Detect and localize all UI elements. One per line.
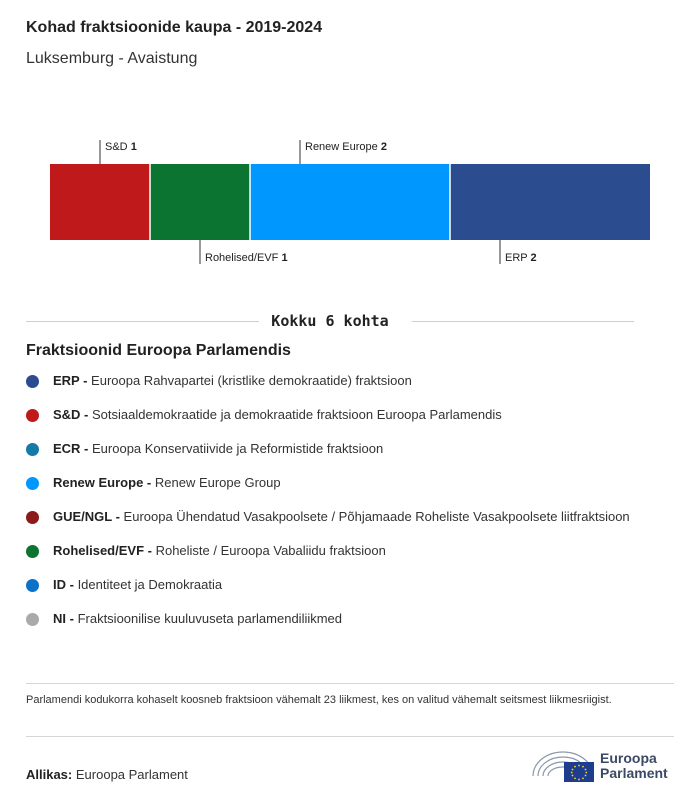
- segment-name: ERP: [505, 252, 531, 264]
- legend-heading: Fraktsioonid Euroopa Parlamendis: [26, 342, 291, 359]
- legend-color-dot: [26, 579, 39, 592]
- segment-name: S&D: [105, 141, 131, 153]
- legend-color-dot: [26, 477, 39, 490]
- legend-item: [26, 440, 646, 458]
- bar-segment: [250, 164, 450, 240]
- segment-value: 2: [380, 141, 387, 153]
- logo-line-1: Euroopa: [600, 750, 657, 766]
- seat-bar-chart: [0, 130, 700, 280]
- legend-item: [26, 474, 646, 492]
- segment-label: [105, 141, 137, 153]
- legend-description: Identiteet ja Demokraatia: [73, 577, 223, 592]
- legend-color-dot: [26, 409, 39, 422]
- legend-item: [26, 372, 646, 390]
- segment-name: Rohelised/EVF: [205, 252, 282, 264]
- footnote: Parlamendi kodukorra kohaselt koosneb fraktsioon vähemalt 23 liikmest, kes on valitud vähemalt seitsmest liikmesriigist.: [26, 694, 612, 706]
- legend-item: [26, 542, 646, 560]
- bar-segment: [150, 164, 250, 240]
- legend-description: Euroopa Konservatiivide ja Reformistide fraktsioon: [88, 441, 384, 456]
- legend-abbr: S&D -: [53, 407, 89, 422]
- divider: [26, 736, 674, 737]
- legend-abbr: ID -: [53, 577, 74, 592]
- hemicycle-icon: [530, 746, 596, 786]
- segment-name: Renew Europe: [305, 141, 381, 153]
- legend-item: [26, 406, 646, 424]
- source: [26, 767, 188, 782]
- legend-description: Fraktsioonilise kuuluvuseta parlamendiliikmed: [73, 611, 343, 626]
- segment-label: [505, 252, 537, 264]
- european-parliament-logo: [530, 746, 680, 786]
- legend-color-dot: [26, 511, 39, 524]
- legend-description: Euroopa Rahvapartei (kristlike demokraatide) fraktsioon: [87, 373, 412, 388]
- legend-abbr: Renew Europe -: [53, 475, 152, 490]
- legend-abbr: ECR -: [53, 441, 89, 456]
- legend-item: [26, 508, 646, 526]
- total-seats: [26, 312, 634, 332]
- segment-label: [305, 141, 387, 153]
- legend-item: [26, 576, 646, 594]
- legend-item: [26, 610, 646, 628]
- logo-line-2: Parlament: [600, 765, 668, 781]
- chart-subtitle: Luksemburg - Avaistung: [26, 50, 198, 67]
- segment-value: 1: [281, 252, 288, 264]
- bar-segment: [450, 164, 650, 240]
- logo-wordmark: [600, 751, 668, 781]
- bar-segment: [50, 164, 150, 240]
- legend-description: Roheliste / Euroopa Vabaliidu fraktsioon: [151, 543, 386, 558]
- total-seats-label: Kokku 6 kohta: [259, 312, 400, 330]
- legend-color-dot: [26, 545, 39, 558]
- legend-abbr: NI -: [53, 611, 74, 626]
- legend-color-dot: [26, 613, 39, 626]
- legend-abbr: ERP -: [53, 373, 88, 388]
- legend-color-dot: [26, 375, 39, 388]
- group-legend: [26, 372, 646, 644]
- chart-title: Kohad fraktsioonide kaupa - 2019-2024: [26, 19, 323, 36]
- legend-abbr: GUE/NGL -: [53, 509, 120, 524]
- source-value: Euroopa Parlament: [75, 767, 188, 782]
- segment-value: 2: [530, 252, 537, 264]
- legend-color-dot: [26, 443, 39, 456]
- legend-description: Sotsiaaldemokraatide ja demokraatide fraktsioon Euroopa Parlamendis: [88, 407, 502, 422]
- source-label: Allikas:: [26, 767, 73, 782]
- segment-label: [205, 252, 288, 264]
- divider: [26, 683, 674, 684]
- legend-description: Renew Europe Group: [151, 475, 281, 490]
- legend-abbr: Rohelised/EVF -: [53, 543, 152, 558]
- segment-value: 1: [130, 141, 137, 153]
- legend-description: Euroopa Ühendatud Vasakpoolsete / Põhjamaade Roheliste Vasakpoolsete liitfraktsioon: [119, 509, 630, 524]
